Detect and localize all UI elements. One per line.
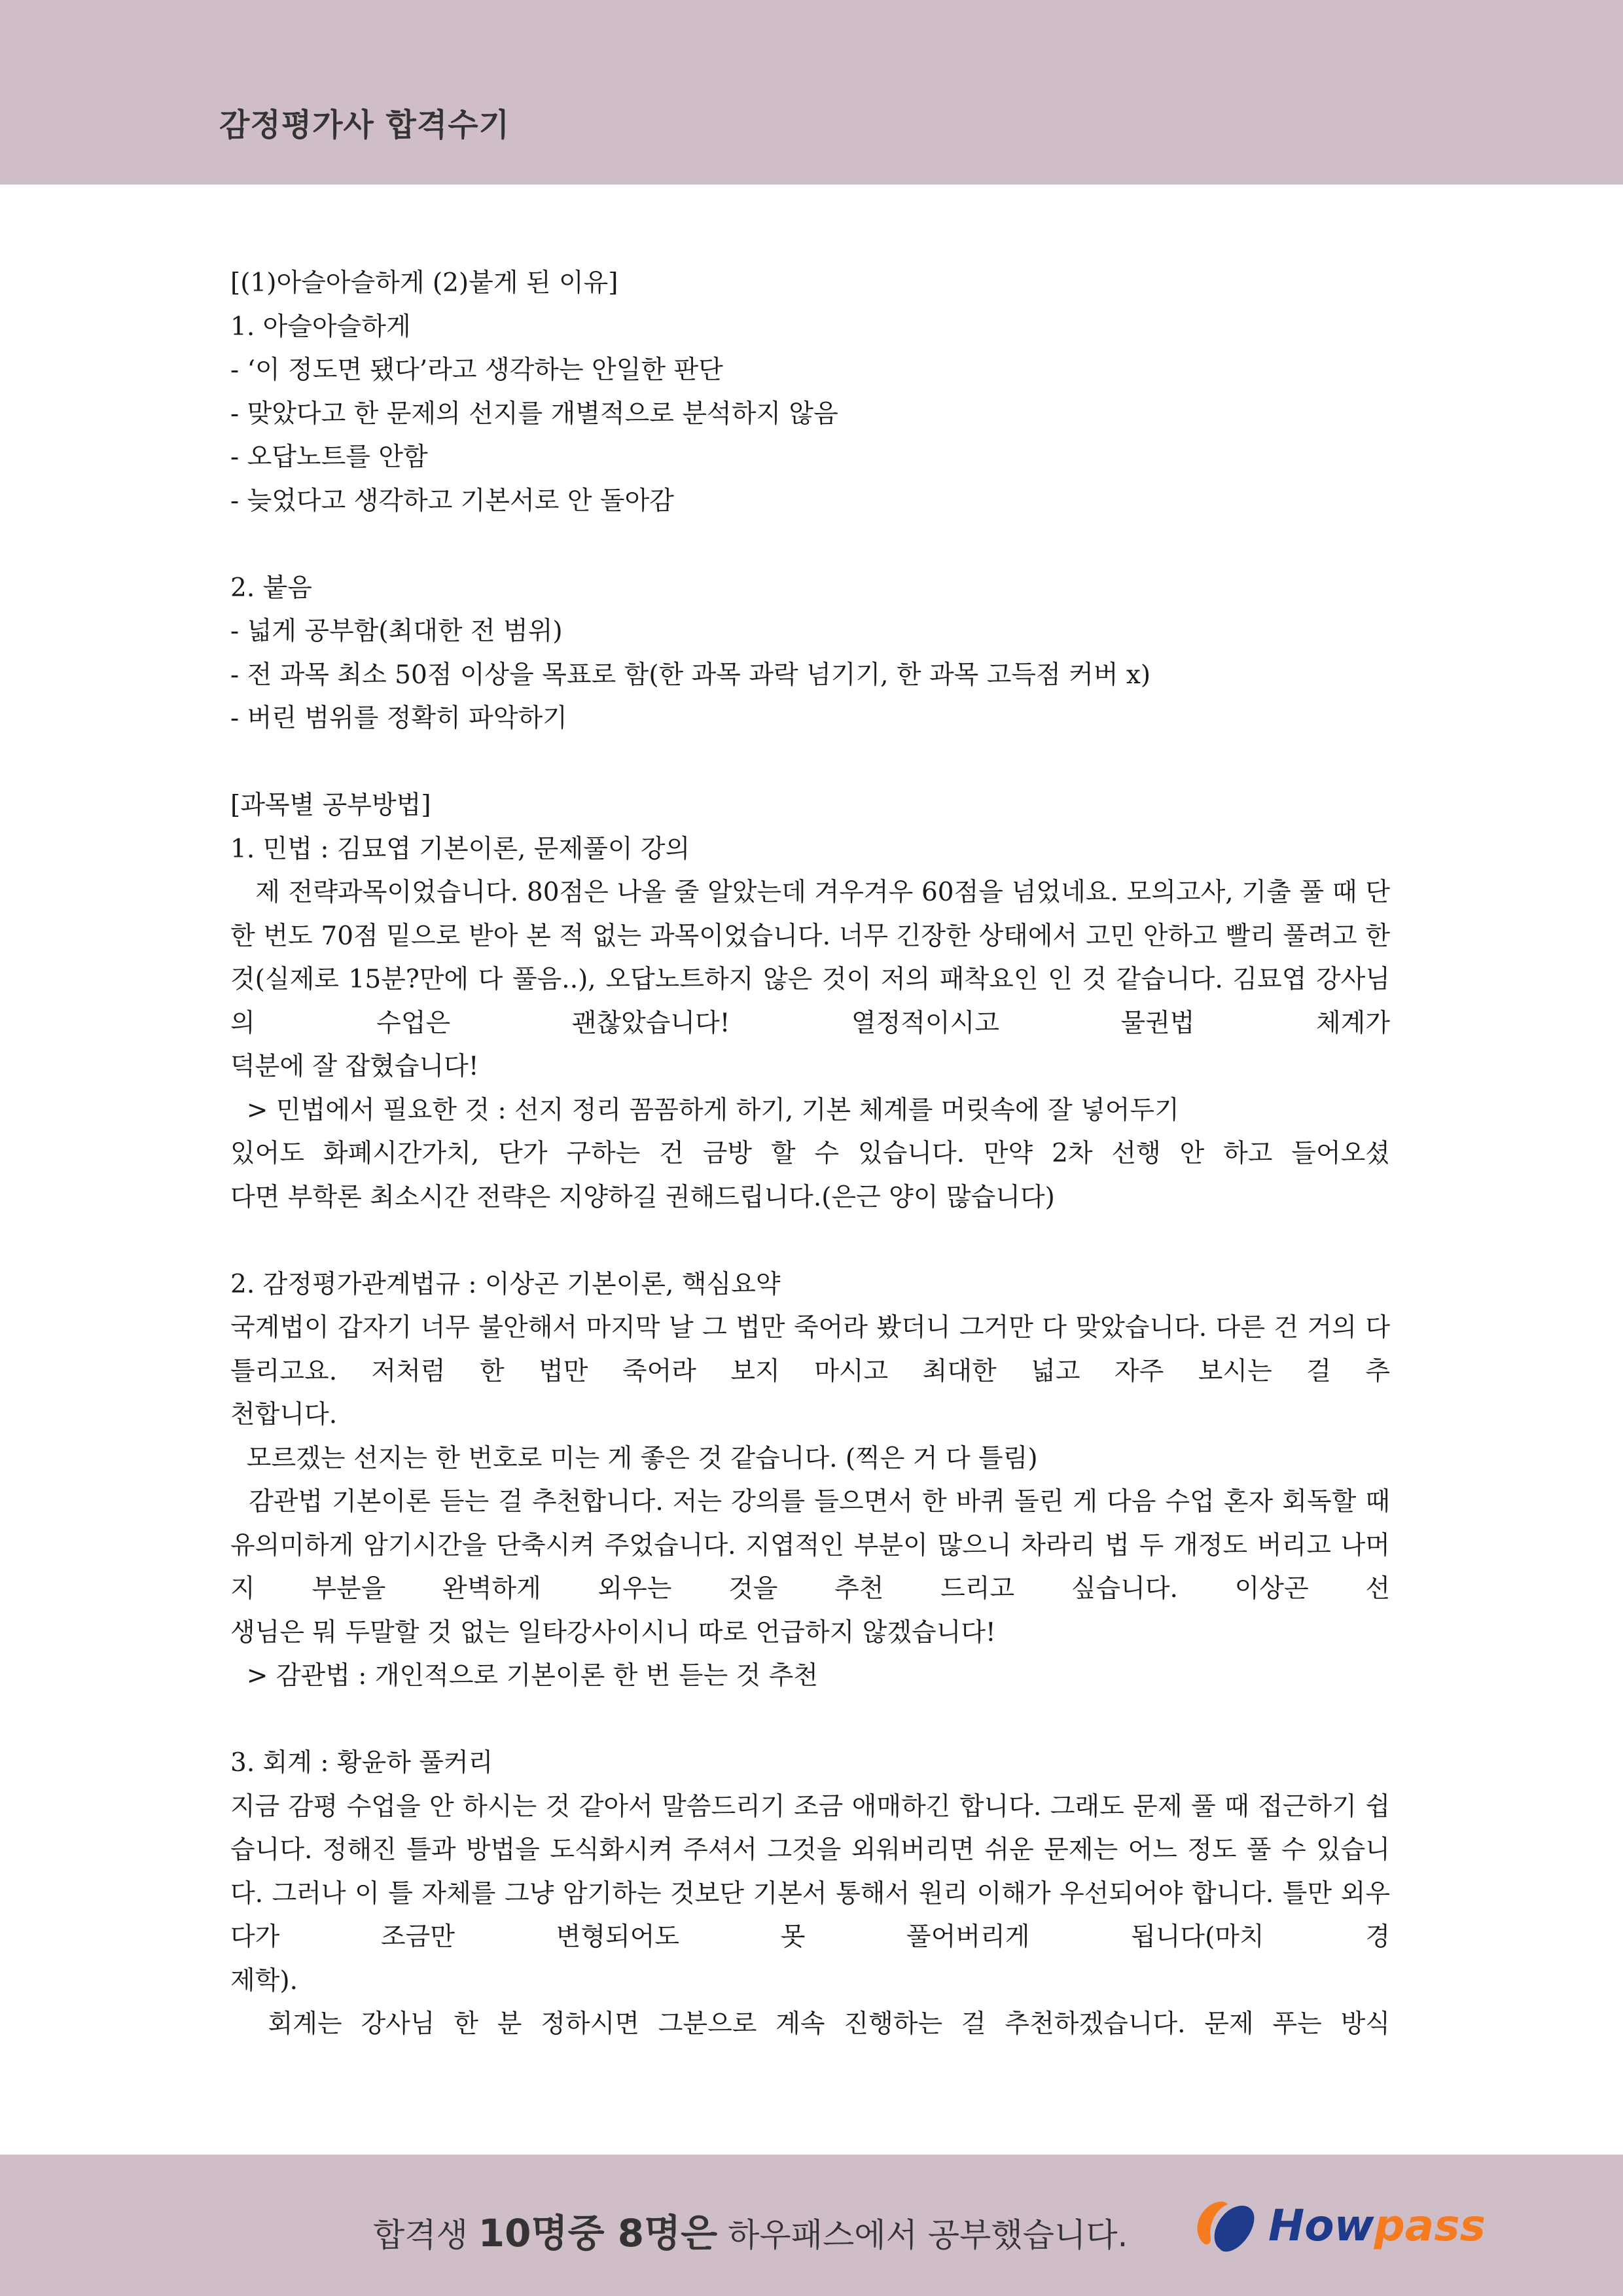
paragraph-end: 제학). — [230, 1965, 298, 1996]
section-heading: [과목별 공부방법] — [230, 791, 431, 820]
subject-title: 2. 감정평가관계법규 : 이상곤 기본이론, 핵심요약 — [230, 1269, 781, 1299]
item-title: 1. 아슬아슬하게 — [230, 312, 411, 342]
page-title: 감정평가사 합격수기 — [219, 107, 510, 143]
paragraph-end: 덕분에 잘 잡혔습니다! — [230, 1052, 479, 1081]
paragraph: 지금 감평 수업을 안 하시는 것 같아서 말씀드리기 조금 애매하긴 합니다. 그래도 문제 풀 때 접근하기 쉽습니다. 정해진 틀과 방법을 도식화시켜 주셔서 그것을 외워버리면 쉬운 문제는 어느 정도 풀 수 있습니다. 그러나 이 틀 자체를 그냥 암기하는 것보단 기본서 통해서 원리 이해가 우선되어야 합니다. 틀만 외우다가 조금만 변형되어도 못 풀어버리게 됩니다(마치 경 — [230, 1791, 1390, 1952]
bullet-line: - 늦었다고 생각하고 기본서로 안 돌아감 — [230, 486, 674, 516]
bullet-line: - 전 과목 최소 50점 이상을 목표로 함(한 과목 과락 넘기기, 한 과목 고득점 커버 x) — [230, 660, 1151, 690]
howpass-logo — [1191, 2193, 1492, 2258]
bullet-line: - 넓게 공부함(최대한 전 범위) — [230, 617, 563, 646]
subject-title: 1. 민법 : 김묘엽 기본이론, 문제풀이 강의 — [230, 834, 690, 864]
spacer — [230, 1219, 1390, 1263]
spacer — [230, 741, 1390, 785]
paragraph: 회계는 강사님 한 분 정하시면 그분으로 계속 진행하는 걸 추천하겠습니다. 문제 푸는 방식 — [230, 2009, 1390, 2039]
howpass-logo-text: Howpass — [1268, 2200, 1486, 2251]
paragraph: 제 전략과목이었습니다. 80점은 나올 줄 알았는데 겨우겨우 60점을 넘었네요. 모의고사, 기출 풀 때 단 한 번도 70점 밑으로 받아 본 적 없는 과목이었습니다. 너무 긴장한 상태에서 고민 안하고 빨리 풀려고 한 것(실제로 15분?만에 다 풀음..), 오답노트하지 않은 것이 저의 패착요인 인 것 같습니다. 김묘엽 강사님의 수업은 괜찮았습니다! 열정적이시고 물권법 체계가 — [230, 878, 1399, 1038]
text-line: 모르겠는 선지는 한 번호로 미는 게 좋은 것 같습니다. (찍은 거 다 틀림) — [230, 1443, 1038, 1473]
item-title: 2. 붙음 — [230, 573, 312, 603]
page-header — [0, 0, 1623, 185]
bullet-line: - 버린 범위를 정확히 파악하기 — [230, 704, 567, 733]
bullet-line: - 맞았다고 한 문제의 선지를 개별적으로 분석하지 않음 — [230, 399, 838, 429]
spacer — [230, 1698, 1390, 1742]
subject-title: 3. 회계 : 황윤하 풀커리 — [230, 1748, 493, 1778]
paragraph: 국계법이 갑자기 너무 불안해서 마지막 날 그 법만 죽어라 봤더니 그거만 다 맞았습니다. 다른 건 거의 다 틀리고요. 저처럼 한 법만 죽어라 보지 마시고 최대한 넓고 자주 보시는 걸 추 — [230, 1313, 1390, 1386]
slogan-suffix: 하우패스에서 공부했습니다. — [717, 2216, 1128, 2254]
paragraph: 있어도 화폐시간가치, 단가 구하는 건 금방 할 수 있습니다. 만약 2차 선행 안 하고 들어오셨 — [230, 1139, 1390, 1168]
paragraph-end: 생님은 뭐 두말할 것 없는 일타강사이시니 따로 언급하지 않겠습니다! — [230, 1617, 996, 1647]
bullet-line: - ‘이 정도면 됐다’라고 생각하는 안일한 판단 — [230, 355, 723, 385]
howpass-logo-icon — [1191, 2197, 1257, 2255]
paragraph: 감관법 기본이론 듣는 걸 추천합니다. 저는 강의를 들으면서 한 바퀴 돌린 게 다음 수업 혼자 회독할 때 유의미하게 암기시간을 단축시켜 주었습니다. 지엽적인 부분이 많으니 차라리 법 두 개정도 버리고 나머지 부분을 완벽하게 외우는 것을 추천 드리고 싶습니다. 이상곤 선 — [230, 1487, 1399, 1604]
slogan-prefix: 합격생 — [373, 2216, 478, 2254]
spacer — [230, 523, 1390, 567]
paragraph-end: 천합니다. — [230, 1400, 338, 1429]
paragraph-end: 다면 부학론 최소시간 전략은 지양하길 권해드립니다.(은근 양이 많습니다) — [230, 1182, 1055, 1212]
tip-line: > 감관법 : 개인적으로 기본이론 한 번 듣는 것 추천 — [230, 1661, 818, 1691]
footer-slogan — [373, 2202, 1128, 2257]
document-body — [230, 262, 1399, 2047]
page-footer — [0, 2155, 1623, 2296]
bullet-line: - 오답노트를 안함 — [230, 442, 428, 472]
tip-line: > 민법에서 필요한 것 : 선지 정리 꼼꼼하게 하기, 기본 체계를 머릿속에 잘 넣어두기 — [230, 1095, 1179, 1125]
section-heading: [(1)아슬아슬하게 (2)붙게 된 이유] — [230, 268, 618, 298]
slogan-highlight: 10명중 8명은 — [478, 2211, 718, 2255]
